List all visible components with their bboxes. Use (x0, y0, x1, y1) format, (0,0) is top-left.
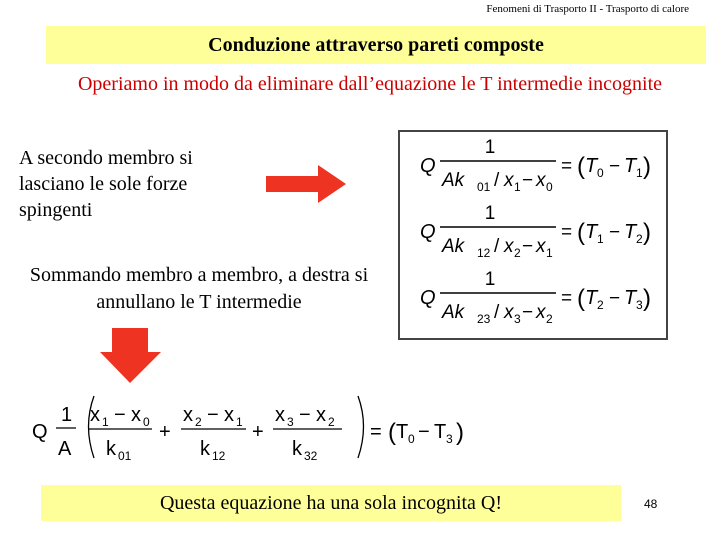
svg-text:): ) (643, 285, 651, 312)
eq-x-b-sub: 2 (546, 312, 553, 326)
eq-q: Q (420, 287, 436, 309)
eq-t-b: T (624, 221, 637, 243)
page-number: 48 (644, 497, 658, 511)
svg-text:+: + (159, 421, 171, 443)
svg-text:1: 1 (236, 415, 243, 429)
svg-text:−: − (609, 288, 621, 309)
svg-text:01: 01 (118, 449, 132, 463)
eq-x-b: x (536, 236, 546, 257)
svg-text:−: − (522, 236, 534, 257)
eq-k: Ak (442, 236, 465, 257)
svg-text:12: 12 (212, 449, 226, 463)
eq-t-a-sub: 0 (597, 166, 604, 180)
note-driving-forces: A secondo membro si lasciano le sole forze spingenti (19, 147, 193, 221)
sum-rhs-b: T (434, 421, 447, 443)
svg-text:x: x (131, 404, 141, 426)
eq-num: 1 (484, 203, 496, 224)
svg-text:0: 0 (408, 432, 415, 446)
svg-text:(: ( (577, 153, 585, 180)
course-header: Fenomeni di Trasporto II - Trasporto di calore (486, 3, 689, 15)
sum-term (273, 404, 342, 463)
slide-subtitle: Operiamo in modo da eliminare dall’equazione le T intermedie incognite (77, 73, 663, 95)
eq-x-b-sub: 0 (546, 180, 553, 194)
eq-x-a-sub: 1 (514, 180, 521, 194)
svg-text:/: / (494, 170, 500, 191)
eq-q: Q (420, 155, 436, 177)
svg-text:−: − (114, 404, 126, 426)
svg-text:1: 1 (102, 415, 109, 429)
conclusion-text: Questa equazione ha una sola incognita Q! (159, 491, 503, 514)
eq-x-a: x (504, 170, 514, 191)
svg-text:=: = (370, 421, 382, 443)
eq-x-a: x (504, 302, 514, 323)
svg-text:(: ( (577, 219, 585, 246)
eq-x-b: x (536, 302, 546, 323)
eq-x-a: x (504, 236, 514, 257)
eq-num: 1 (484, 137, 496, 158)
sum-rhs-a: T (396, 421, 409, 443)
svg-text:2: 2 (195, 415, 202, 429)
svg-text:−: − (609, 222, 621, 243)
eq-x-a-sub: 3 (514, 312, 521, 326)
sum-one: 1 (61, 404, 73, 426)
arrow-right-icon (266, 165, 348, 203)
svg-text:−: − (418, 421, 430, 443)
eq-t-a-sub: 2 (597, 298, 604, 312)
eq-k: Ak (442, 170, 465, 191)
conclusion-banner (41, 485, 621, 521)
svg-text:32: 32 (304, 449, 318, 463)
eq-q: Q (420, 221, 436, 243)
eq-k-sub: 23 (477, 312, 491, 326)
svg-text:−: − (522, 302, 534, 323)
svg-text:−: − (299, 404, 311, 426)
svg-text:x: x (90, 404, 100, 426)
svg-text:+: + (252, 421, 264, 443)
eq-k-sub: 12 (477, 246, 491, 260)
svg-text:/: / (494, 302, 500, 323)
eq-t-a: T (585, 287, 598, 309)
eq-t-b-sub: 1 (636, 166, 643, 180)
svg-text:k: k (200, 438, 210, 460)
sum-a: A (58, 438, 72, 460)
eq-k: Ak (442, 302, 465, 323)
svg-text:): ) (643, 219, 651, 246)
svg-text:2: 2 (328, 415, 335, 429)
svg-text:3: 3 (287, 415, 294, 429)
equation-row (420, 269, 651, 326)
eq-x-a-sub: 2 (514, 246, 521, 260)
note-sum-members: Sommando membro a membro, a destra si annullano le T intermedie (29, 264, 369, 313)
eq-t-a: T (585, 155, 598, 177)
svg-text:=: = (561, 288, 573, 309)
svg-text:x: x (183, 404, 193, 426)
summed-equation (30, 386, 480, 466)
equation-row (420, 137, 651, 194)
svg-text:−: − (522, 170, 534, 191)
svg-text:k: k (106, 438, 116, 460)
svg-text:x: x (224, 404, 234, 426)
equation-row (420, 203, 651, 260)
svg-text:): ) (456, 419, 464, 446)
eq-x-b-sub: 1 (546, 246, 553, 260)
eq-t-b-sub: 2 (636, 232, 643, 246)
svg-text:−: − (609, 156, 621, 177)
eq-num: 1 (484, 269, 496, 290)
svg-text:0: 0 (143, 415, 150, 429)
svg-text:=: = (561, 222, 573, 243)
svg-text:=: = (561, 156, 573, 177)
svg-text:3: 3 (446, 432, 453, 446)
svg-text:k: k (292, 438, 302, 460)
sum-q: Q (32, 421, 48, 443)
svg-text:x: x (316, 404, 326, 426)
svg-text:(: ( (388, 419, 396, 446)
eq-t-b-sub: 3 (636, 298, 643, 312)
svg-text:x: x (275, 404, 285, 426)
arrow-down-icon (100, 328, 162, 384)
eq-t-a: T (585, 221, 598, 243)
svg-text:/: / (494, 236, 500, 257)
svg-text:(: ( (577, 285, 585, 312)
eq-t-b: T (624, 155, 637, 177)
eq-t-b: T (624, 287, 637, 309)
slide-title: Conduzione attraverso pareti composte (46, 26, 706, 64)
svg-text:): ) (643, 153, 651, 180)
svg-text:−: − (207, 404, 219, 426)
eq-k-sub: 01 (477, 180, 491, 194)
equations-box (398, 130, 668, 340)
eq-t-a-sub: 1 (597, 232, 604, 246)
eq-x-b: x (536, 170, 546, 191)
sum-term (181, 404, 246, 463)
sum-term (89, 404, 152, 463)
